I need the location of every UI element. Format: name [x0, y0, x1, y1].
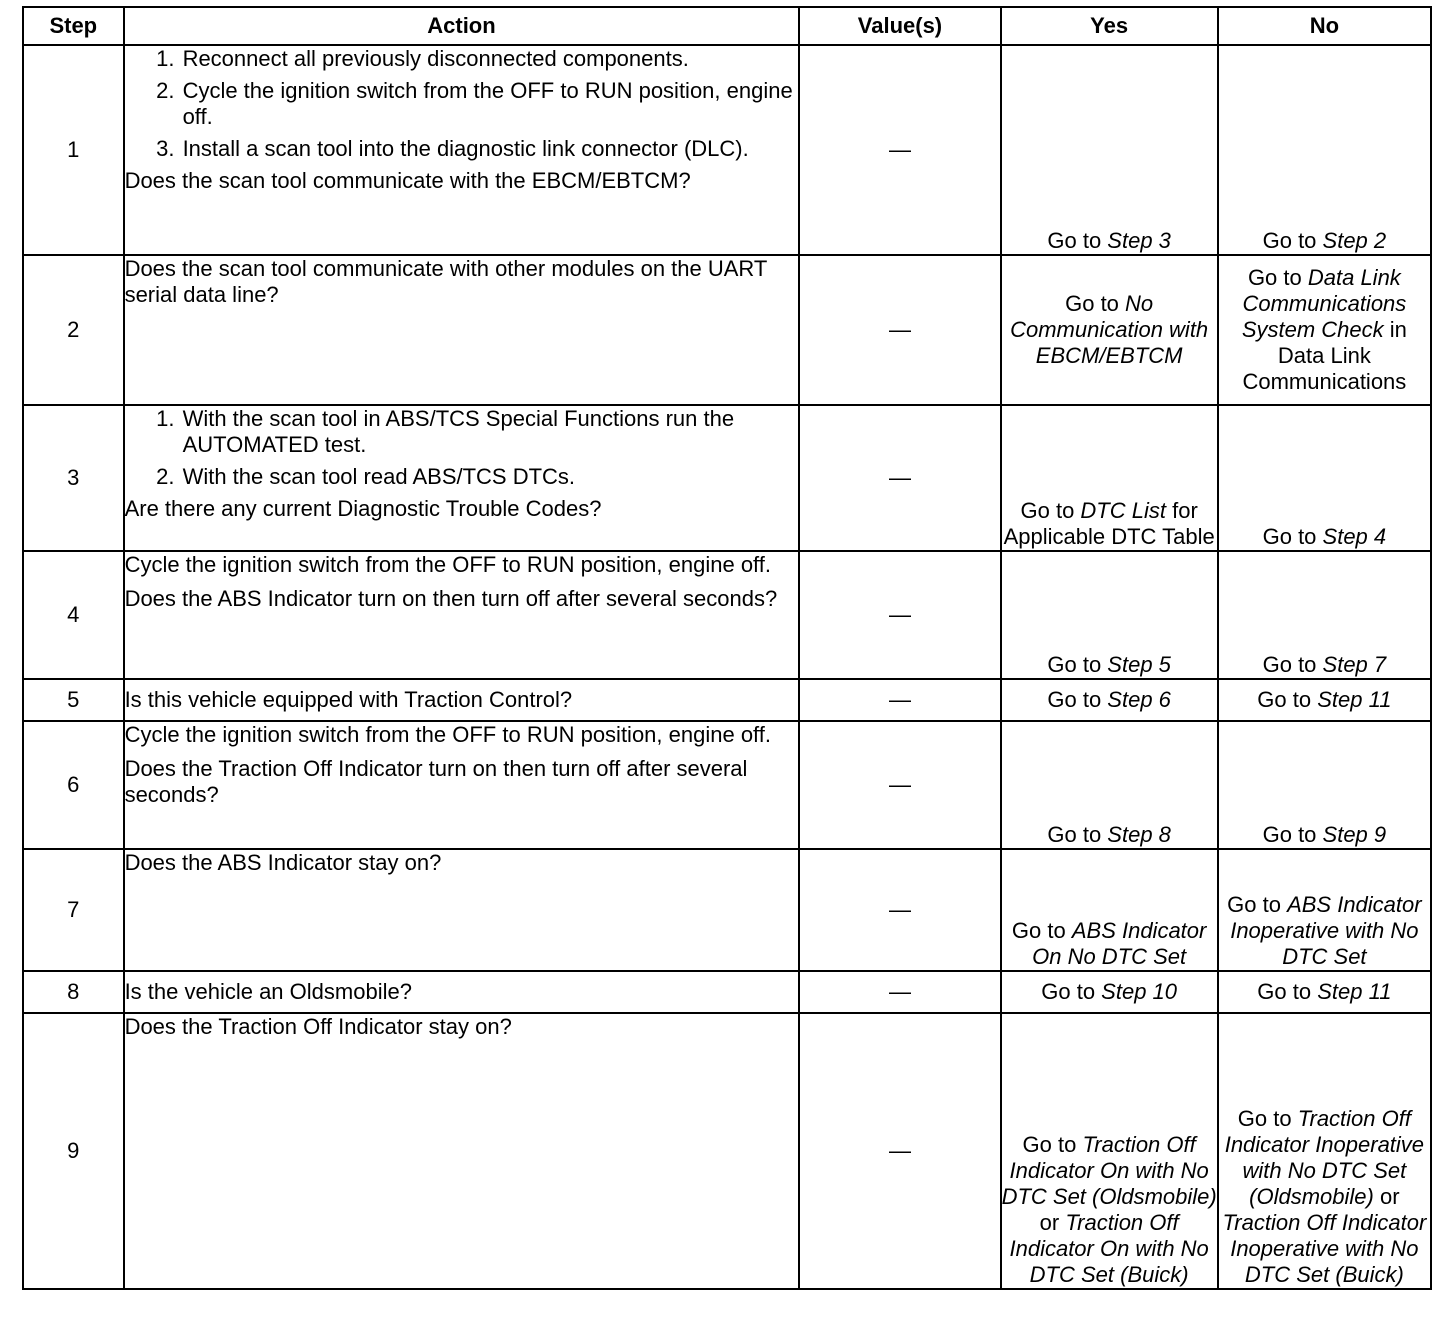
value-cell: — [799, 721, 1000, 849]
value-cell: — [799, 849, 1000, 971]
yes-cell: Go to Step 10 [1001, 971, 1218, 1013]
action-cell [124, 45, 800, 255]
no-cell: Go to Step 7 [1218, 551, 1431, 679]
action-question: Is this vehicle equipped with Traction Control? [124, 687, 573, 712]
value-cell: — [799, 405, 1000, 551]
yes-link-text: No Communication with EBCM/EBTCM [1010, 291, 1209, 368]
no-link-text: Step 7 [1322, 652, 1387, 677]
header-action: Action [124, 7, 800, 45]
table-row [23, 849, 1431, 971]
action-instruction: Cycle the ignition switch from the OFF to RUN position, engine off. [124, 552, 771, 577]
yes-cell: Go to Step 6 [1001, 679, 1218, 721]
no-link-text: Step 11 [1317, 979, 1392, 1004]
action-list [125, 46, 799, 162]
list-item: 3. Install a scan tool into the diagnostic link connector (DLC). [181, 136, 799, 162]
step-number: 9 [23, 1013, 124, 1289]
action-cell [124, 551, 800, 679]
action-question: Does the scan tool communicate with other modules on the UART serial data line? [124, 256, 767, 307]
value-cell: — [799, 1013, 1000, 1289]
yes-link-text: Step 5 [1107, 652, 1171, 677]
no-cell: Go to Step 11 [1218, 679, 1431, 721]
no-cell: Go to Traction Off Indicator Inoperative with No DTC Set (Oldsmobile) or Traction Off Indicator Inoperative with No DTC Set (Buick) [1218, 1013, 1431, 1289]
table-row [23, 679, 1431, 721]
yes-link-text: Traction Off Indicator On with No DTC Set (Buick) [1009, 1210, 1209, 1287]
step-number: 1 [23, 45, 124, 255]
step-number: 6 [23, 721, 124, 849]
value-cell: — [799, 679, 1000, 721]
action-cell [124, 255, 800, 405]
no-cell: Go to ABS Indicator Inoperative with No DTC Set [1218, 849, 1431, 971]
value-cell: — [799, 255, 1000, 405]
table-row [23, 721, 1431, 849]
action-question: Does the Traction Off Indicator stay on? [124, 1014, 512, 1039]
yes-link-text: Traction Off Indicator On with No DTC Set (Oldsmobile) [1001, 1132, 1217, 1209]
action-cell [124, 971, 800, 1013]
yes-link-text: Step 3 [1107, 228, 1171, 253]
action-question: Does the ABS Indicator turn on then turn off after several seconds? [124, 586, 778, 611]
action-cell [124, 405, 800, 551]
table-row [23, 1013, 1431, 1289]
yes-link-text: Step 10 [1101, 979, 1178, 1004]
no-link-text: Traction Off Indicator Inoperative with No DTC Set (Buick) [1222, 1210, 1427, 1287]
action-cell [124, 1013, 800, 1289]
no-link-text: Step 11 [1317, 687, 1392, 712]
action-question: Does the scan tool communicate with the EBCM/EBTCM? [124, 168, 691, 193]
diagnostic-table [22, 6, 1432, 1290]
no-cell: Go to Step 11 [1218, 971, 1431, 1013]
list-item: 2. Cycle the ignition switch from the OFF to RUN position, engine off. [181, 78, 799, 130]
step-number: 2 [23, 255, 124, 405]
header-yes: Yes [1001, 7, 1218, 45]
action-question: Is the vehicle an Oldsmobile? [124, 979, 412, 1004]
list-item: 1. Reconnect all previously disconnected components. [181, 46, 799, 72]
no-link-text: Data Link Communications System Check [1241, 265, 1407, 342]
yes-cell: Go to DTC List for Applicable DTC Table [1001, 405, 1218, 551]
yes-link-text: Step 6 [1107, 687, 1171, 712]
action-list [125, 406, 799, 490]
value-cell: — [799, 971, 1000, 1013]
no-link-text: Step 4 [1322, 524, 1387, 549]
table-row [23, 971, 1431, 1013]
list-item: 1. With the scan tool in ABS/TCS Special Functions run the AUTOMATED test. [181, 406, 799, 458]
header-values: Value(s) [799, 7, 1000, 45]
action-cell [124, 721, 800, 849]
no-link-text: Step 2 [1322, 228, 1387, 253]
step-number: 4 [23, 551, 124, 679]
action-question: Does the ABS Indicator stay on? [124, 850, 442, 875]
table-row [23, 551, 1431, 679]
yes-link-text: Step 8 [1107, 822, 1171, 847]
value-cell: — [799, 551, 1000, 679]
table-row [23, 255, 1431, 405]
value-cell: — [799, 45, 1000, 255]
yes-cell: Go to ABS Indicator On No DTC Set [1001, 849, 1218, 971]
step-number: 3 [23, 405, 124, 551]
header-step: Step [23, 7, 124, 45]
action-question: Are there any current Diagnostic Trouble Codes? [124, 496, 602, 521]
no-link-text: Traction Off Indicator Inoperative with No DTC Set (Oldsmobile) [1224, 1106, 1425, 1209]
table-row [23, 45, 1431, 255]
action-cell [124, 849, 800, 971]
yes-cell: Go to Step 3 [1001, 45, 1218, 255]
action-instruction: Cycle the ignition switch from the OFF to RUN position, engine off. [124, 722, 771, 747]
yes-cell: Go to Traction Off Indicator On with No DTC Set (Oldsmobile) or Traction Off Indicator On with No DTC Set (Buick) [1001, 1013, 1218, 1289]
no-cell: Go to Data Link Communications System Check in Data Link Communications [1218, 255, 1431, 405]
step-number: 5 [23, 679, 124, 721]
list-item: 2. With the scan tool read ABS/TCS DTCs. [181, 464, 799, 490]
table-row [23, 405, 1431, 551]
header-row [23, 7, 1431, 45]
yes-cell: Go to Step 5 [1001, 551, 1218, 679]
yes-link-text: DTC List [1080, 498, 1166, 523]
no-cell: Go to Step 9 [1218, 721, 1431, 849]
action-question: Does the Traction Off Indicator turn on then turn off after several seconds? [124, 756, 748, 807]
step-number: 8 [23, 971, 124, 1013]
step-number: 7 [23, 849, 124, 971]
yes-link-text: ABS Indicator On No DTC Set [1032, 918, 1207, 969]
no-link-text: Step 9 [1322, 822, 1387, 847]
yes-cell: Go to Step 8 [1001, 721, 1218, 849]
action-cell [124, 679, 800, 721]
no-link-text: ABS Indicator Inoperative with No DTC Set [1230, 892, 1422, 969]
header-no: No [1218, 7, 1431, 45]
no-cell: Go to Step 4 [1218, 405, 1431, 551]
no-cell: Go to Step 2 [1218, 45, 1431, 255]
yes-cell: Go to No Communication with EBCM/EBTCM [1001, 255, 1218, 405]
